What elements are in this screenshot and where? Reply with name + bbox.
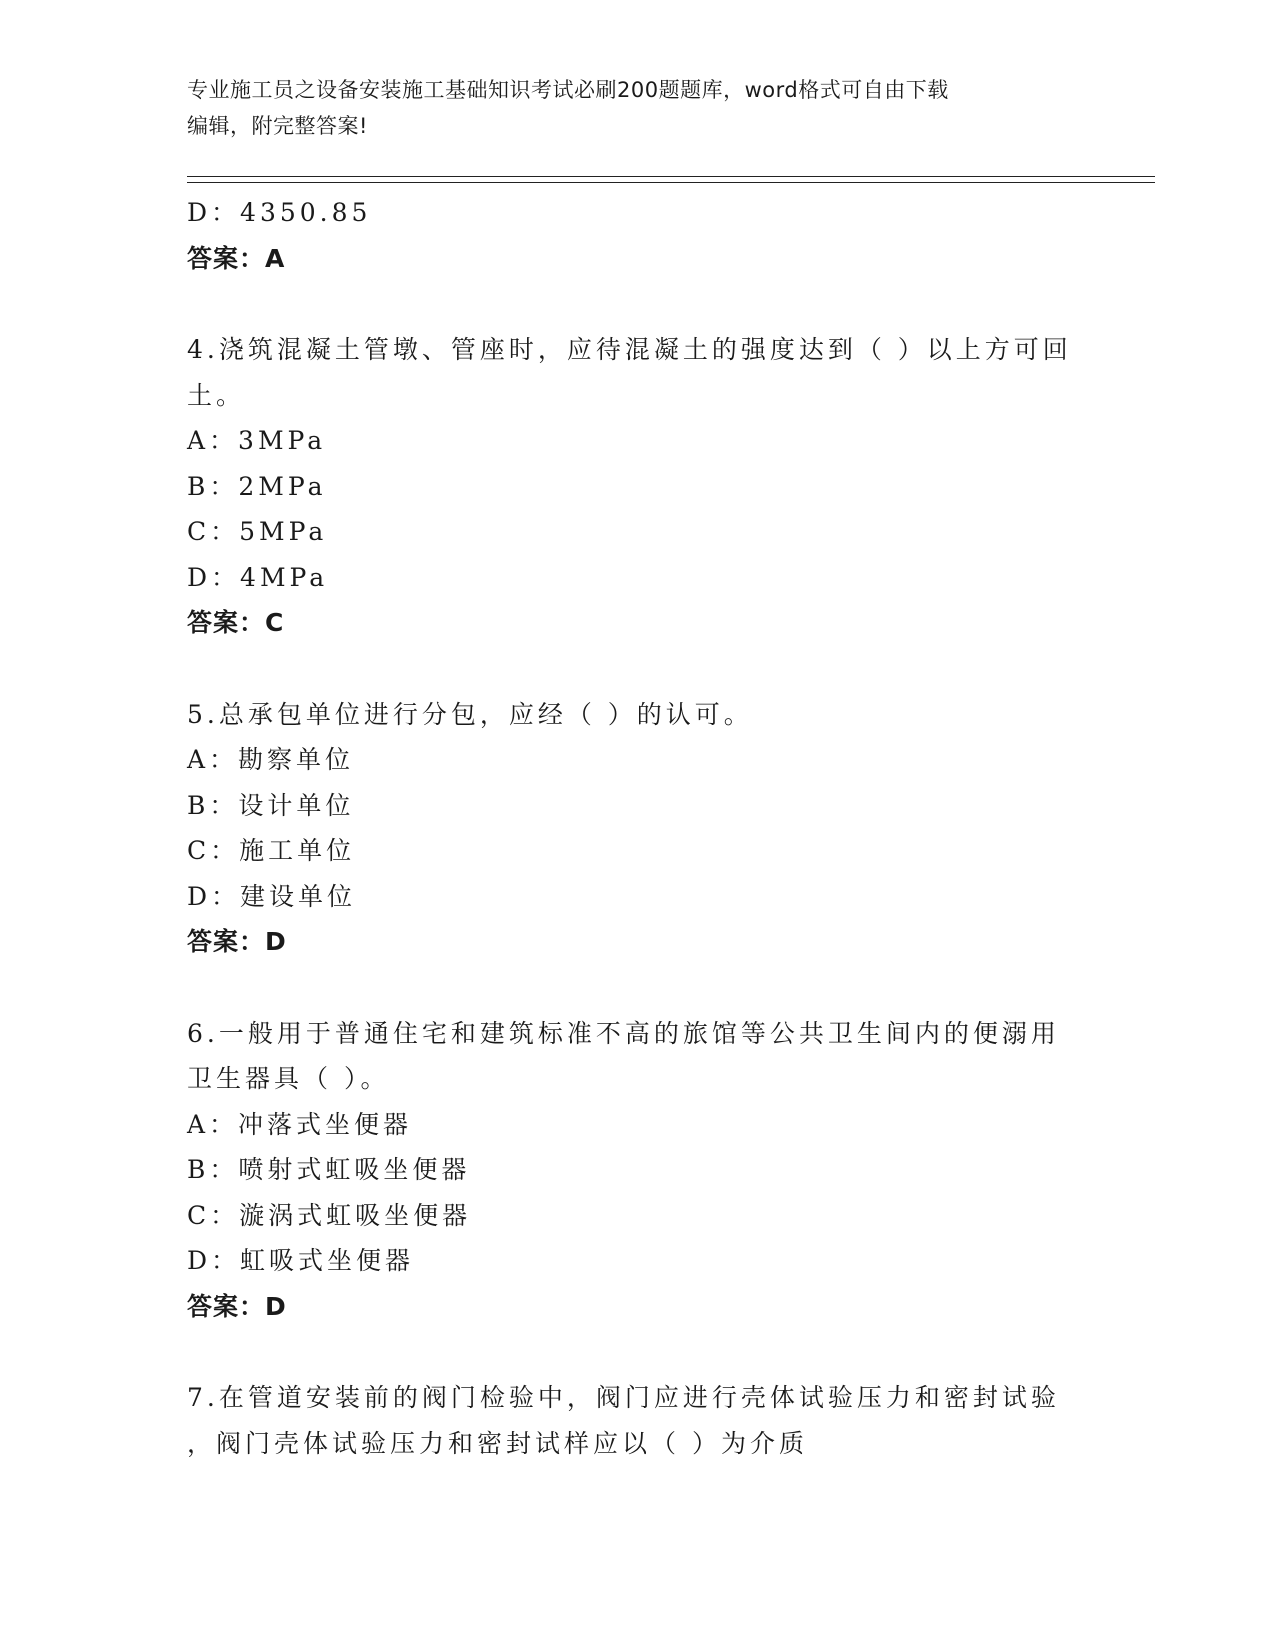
question-stem-line2: 卫生器具（ ）。 [187, 1064, 390, 1093]
option-b: B：2MPa [187, 471, 327, 501]
header-title-line2: 编辑，附完整答案! [187, 114, 368, 138]
header-divider-top [187, 176, 1155, 177]
answer-line: 答案：A [187, 243, 286, 273]
question-list [187, 190, 1087, 1466]
option-d: D：建设单位 [187, 881, 357, 911]
option-a: A：3MPa [187, 426, 327, 455]
question-stem-line2: ，阀门壳体试验压力和密封试样应以（ ）为介质 [187, 1428, 808, 1458]
option-b: B：设计单位 [187, 790, 355, 820]
question-stem-line2: 土。 [187, 380, 246, 410]
question-4 [187, 327, 1087, 646]
option-c: C：施工单位 [187, 836, 356, 865]
question-5 [187, 692, 1087, 965]
question-7 [187, 1375, 1087, 1466]
option-d: D：虹吸式坐便器 [187, 1246, 415, 1275]
option-d: D：4350.85 [187, 198, 372, 227]
option-d: D：4MPa [187, 562, 329, 592]
document-header [187, 72, 1067, 144]
header-title-line1: 专业施工员之设备安装施工基础知识考试必刷200题题库，word格式可自由下载 [187, 78, 949, 102]
header-divider-bottom [187, 182, 1155, 183]
option-b: B：喷射式虹吸坐便器 [187, 1155, 471, 1184]
answer-line: 答案：C [187, 608, 285, 637]
previous-question-tail [187, 190, 1087, 281]
question-stem-line1: 7.在管道安装前的阀门检验中，阀门应进行壳体试验压力和密封试验 [187, 1383, 1060, 1412]
option-a: A：冲落式坐便器 [187, 1109, 413, 1139]
question-6 [187, 1011, 1087, 1330]
question-stem-line1: 6.一般用于普通住宅和建筑标准不高的旅馆等公共卫生间内的便溺用 [187, 1018, 1060, 1048]
question-stem-line1: 4.浇筑混凝土管墩、管座时，应待混凝土的强度达到（ ）以上方可回 [187, 335, 1072, 364]
option-c: C：5MPa [187, 517, 328, 546]
option-a: A：勘察单位 [187, 745, 355, 774]
answer-line: 答案：D [187, 927, 287, 956]
answer-line: 答案：D [187, 1291, 287, 1321]
option-c: C：漩涡式虹吸坐便器 [187, 1200, 472, 1230]
question-stem-line1: 5.总承包单位进行分包，应经（ ）的认可。 [187, 699, 753, 729]
